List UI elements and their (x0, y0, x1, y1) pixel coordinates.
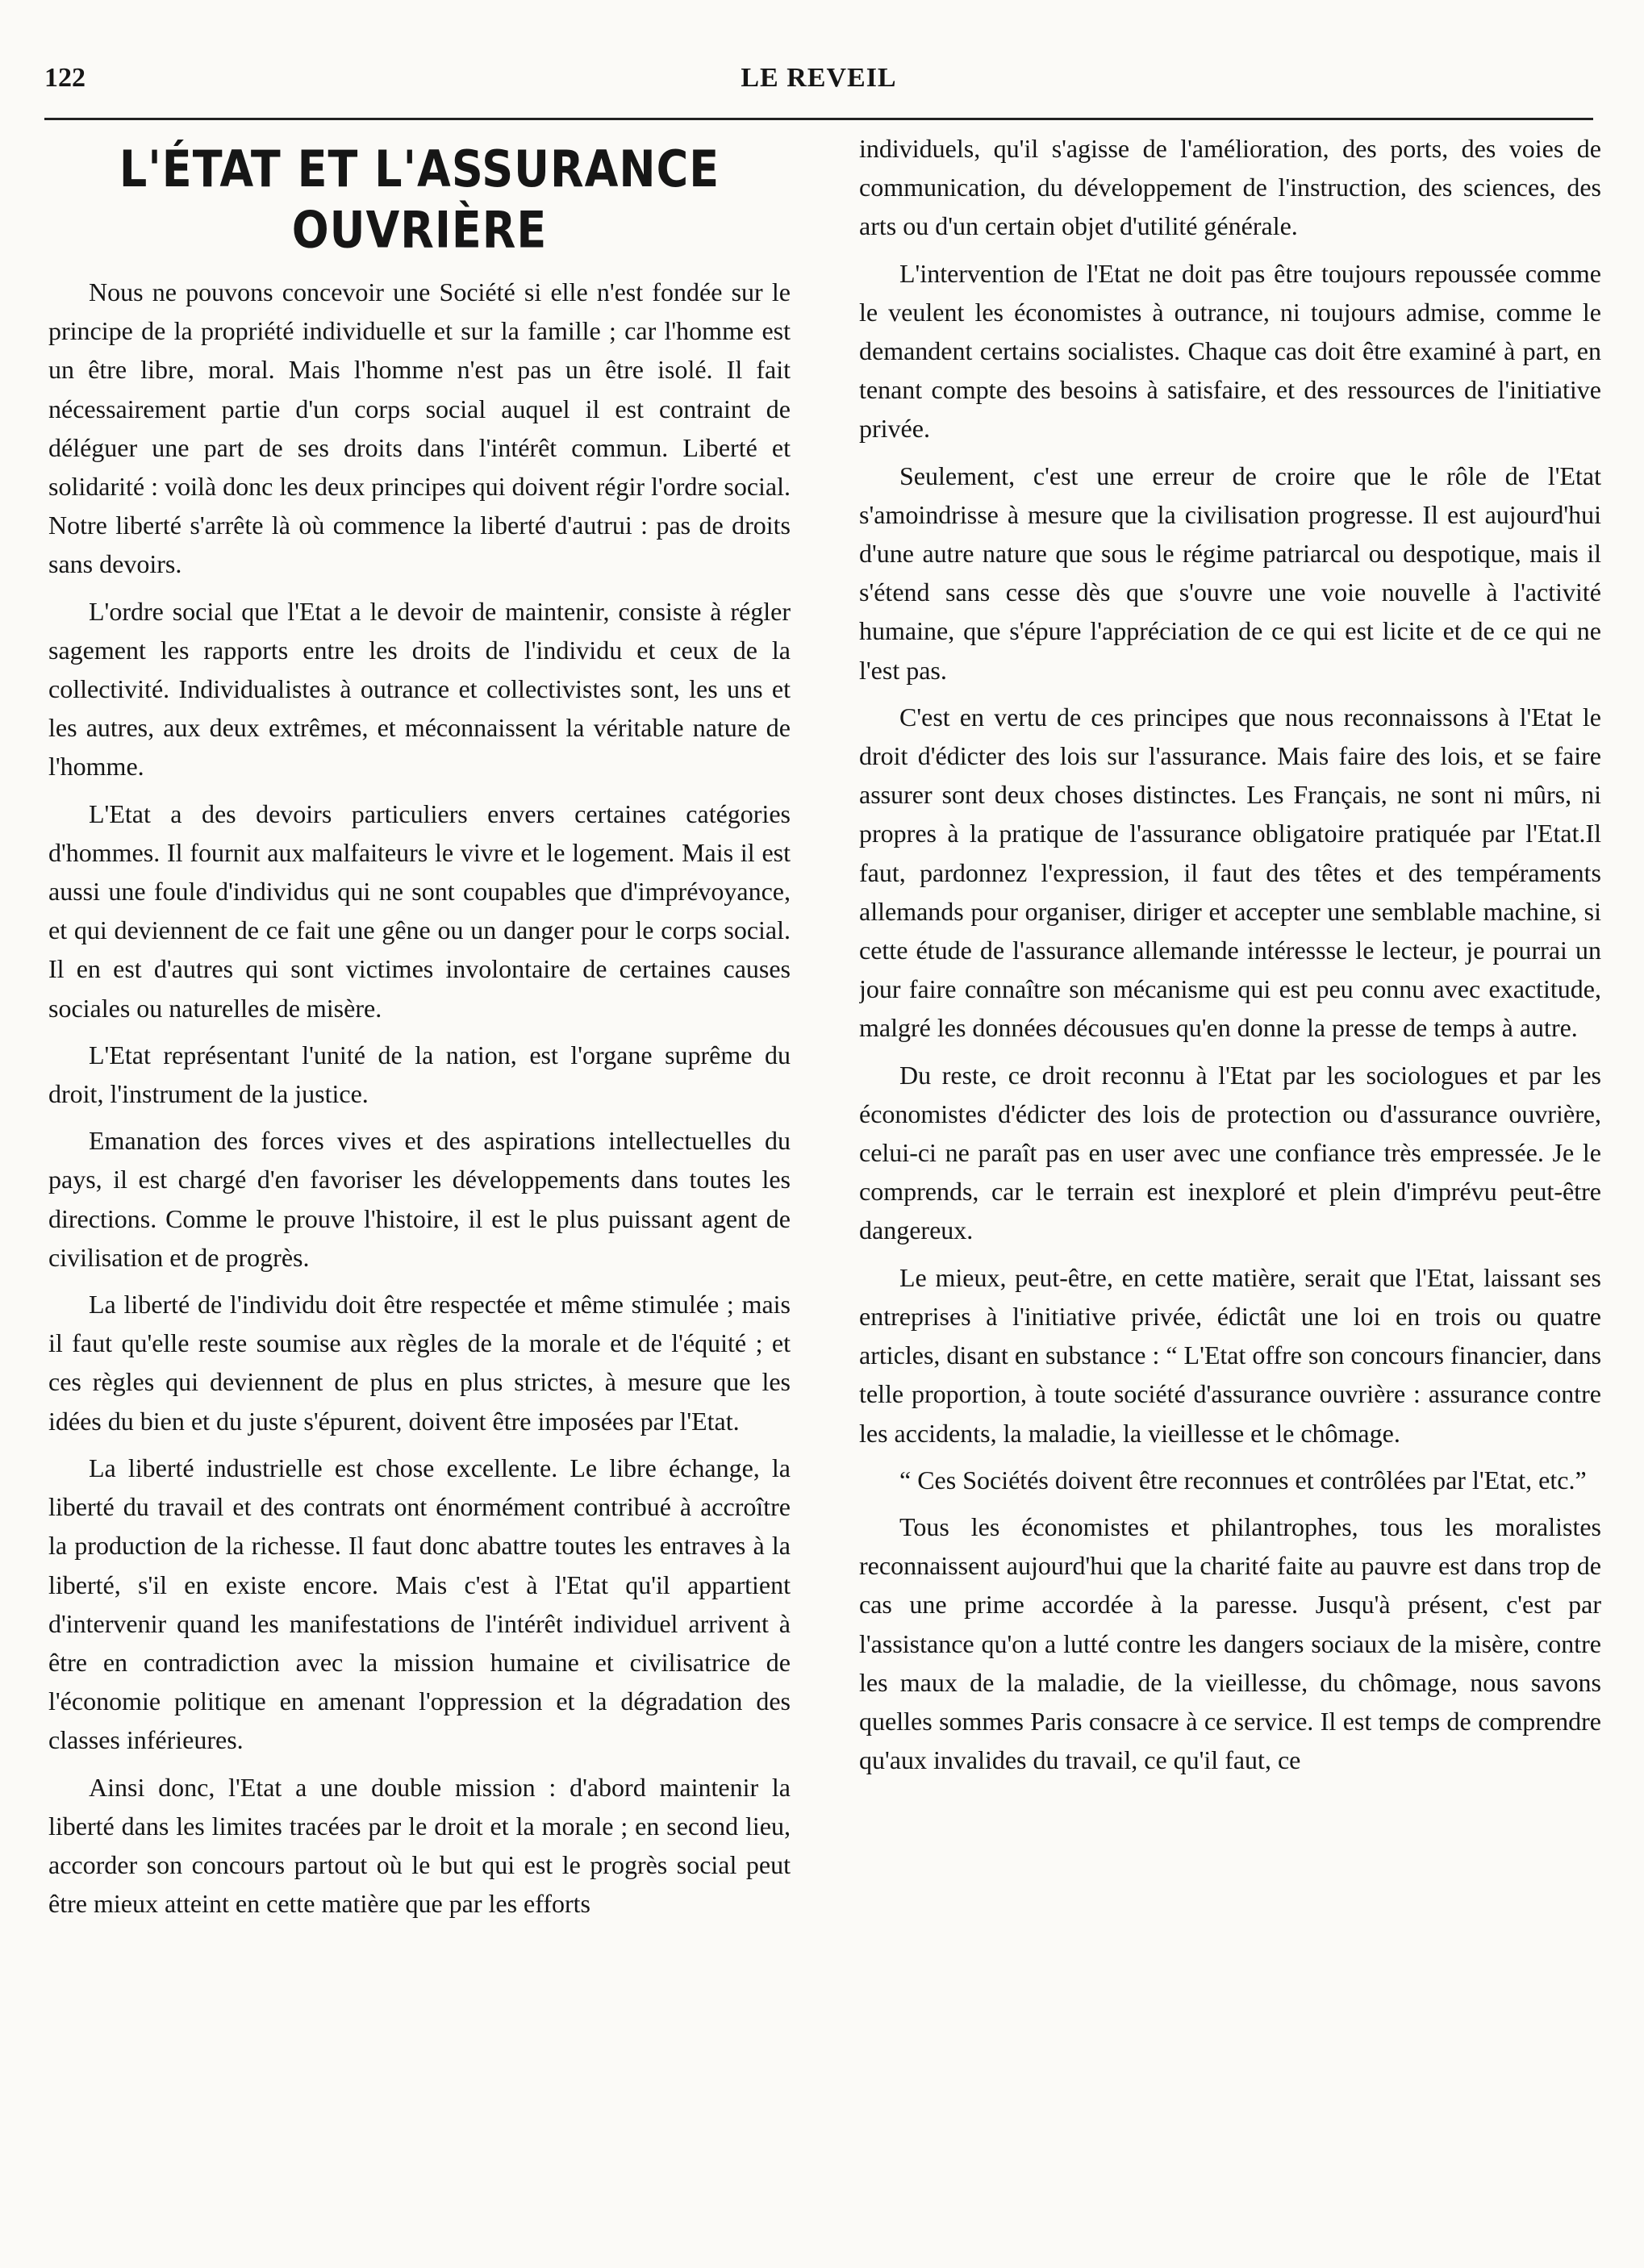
paragraph: Du reste, ce droit reconnu à l'Etat par les sociologues et par les économistes d'édicter des lois de protection ou d'assurance ouvrière, celui-ci ne paraît pas en user avec une confiance très empressée. Je le comprends, car le terrain est inexploré et plein d'imprévu peut-être dangereux. (859, 1060, 1601, 1245)
paragraph: Ainsi donc, l'Etat a une double mission : d'abord maintenir la liberté dans les limites tracées par le droit et la morale ; en second lieu, accorder son concours partout où le but qui est le progrès social peut être mieux atteint en cette matière que par les efforts (48, 1772, 791, 1919)
paragraph: La liberté de l'individu doit être respectée et même stimulée ; mais il faut qu'elle reste soumise aux règles de la morale et de l'équité ; et ces règles qui deviennent de plus en plus strictes, à mesure que les idées du bien et du juste s'épurent, doivent être imposées par l'Etat. (48, 1290, 791, 1436)
paragraph: Emanation des forces vives et des aspirations intellectuelles du pays, il est chargé d'en favoriser les développements dans toutes les directions. Comme le prouve l'histoire, il est le plus puissant agent de civilisation et de progrès. (48, 1126, 791, 1272)
paragraph: Seulement, c'est une erreur de croire que le rôle de l'Etat s'amoindrisse à mesure que la civilisation progresse. Il est aujourd'hui d'une autre nature que sous le régime patriarcal ou despotique, mais il s'étend sans cesse dès que s'ouvre une voie nouvelle à l'activité humaine, que s'épure l'appréciation de ce qui est licite et de ce qui ne l'est pas. (859, 461, 1601, 685)
paragraph-continuation: individuels, qu'il s'agisse de l'amélioration, des ports, des voies de communication, du développement de l'instruction, des sciences, des arts ou d'un certain objet d'utilité générale. (859, 134, 1601, 241)
paragraph: La liberté industrielle est chose excellente. Le libre échange, la liberté du travail et des contrats ont énormément contribué à accroître la production de la richesse. Il faut donc abattre toutes les entraves à la liberté, s'il en existe encore. Mais c'est à l'Etat qu'il appartient d'intervenir quand les manifestations de l'intérêt individuel arrivent à être en contradiction avec la mission humaine et civilisatrice de l'économie politique en amenant l'oppression et la dégradation des classes inférieures. (48, 1453, 791, 1755)
journal-title: LE REVEIL (741, 63, 897, 93)
header-rule (44, 118, 1593, 120)
paragraph: L'Etat a des devoirs particuliers envers certaines catégories d'hommes. Il fournit aux malfaiteurs le vivre et le logement. Mais il est aussi une foule d'individus qui ne sont coupables que d'imprévoyance, et qui deviennent de ce fait une gêne ou un danger pour le corps social. Il en est d'autres qui sont victimes involontaire de certaines causes sociales ou naturelles de misère. (48, 798, 791, 1023)
paragraph: Nous ne pouvons concevoir une Société si elle n'est fondée sur le principe de la propriété individuelle et sur la famille ; car l'homme est un être libre, moral. Mais l'homme n'est pas un être isolé. Il fait nécessairement partie d'un corps social auquel il est contraint de déléguer une part de ses droits dans l'intérêt commun. Liberté et solidarité : voilà donc les deux principes qui doivent régir l'ordre social. Notre liberté s'arrête là où commence la liberté d'autrui : pas de droits sans devoirs. (48, 277, 791, 579)
paragraph: C'est en vertu de ces principes que nous reconnaissons à l'Etat le droit d'édicter des lois sur l'assurance. Mais faire des lois, et se faire assurer sont deux choses distinctes. Les Français, ne sont ni mûrs, ni propres à la pratique de l'assurance obligatoire pratiquée par l'Etat.Il faut, pardonnez l'expression, il faut des têtes et des tempéraments allemands pour organiser, diriger et accepter une semblable machine, si cette étude de l'assurance allemande intéressse le lecteur, je pourrai un jour faire connaître son mécanisme qui est peu connu avec exactitude, malgré les données décousues qu'en donne la presse de temps à autre. (859, 702, 1601, 1043)
page-number: 122 (44, 63, 86, 93)
paragraph: “ Ces Sociétés doivent être reconnues et contrôlées par l'Etat, etc.” (899, 1465, 1587, 1495)
left-column (48, 129, 791, 2242)
paragraph: Le mieux, peut-être, en cette matière, serait que l'Etat, laissant ses entreprises à l'initiative privée, édictât une loi en trois ou quatre articles, disant en substance : “ L'Etat offre son concours financier, dans telle proportion, à toute société d'assurance ouvrière : assurance contre les accidents, la maladie, la vieillesse et le chômage. (859, 1262, 1601, 1448)
article-title: L'ÉTAT ET L'ASSURANCE OUVRIÈRE (119, 140, 720, 260)
right-column (859, 129, 1601, 2242)
paragraph: Tous les économistes et philantrophes, tous les moralistes reconnaissent aujourd'hui que la charité faite au pauvre est dans trop de cas une prime accordée à la paresse. Jusqu'à présent, c'est par l'assistance qu'on a lutté contre les dangers sociaux de la misère, contre les maux de la maladie, de la vieillesse, du chômage, nous savons quelles sommes Paris consacre à ce service. Il est temps de comprendre qu'aux invalides du travail, ce qu'il faut, ce (859, 1511, 1601, 1775)
paragraph: L'ordre social que l'Etat a le devoir de maintenir, consiste à régler sagement les rapports entre les droits de l'individu et ceux de la collectivité. Individualistes à outrance et collectivistes sont, les uns et les autres, aux deux extrêmes, et méconnaissent la véritable nature de l'homme. (48, 596, 791, 782)
running-head (44, 63, 1593, 108)
paragraph: L'Etat représentant l'unité de la nation, est l'organe suprême du droit, l'instrument de la justice. (48, 1040, 791, 1109)
paragraph: L'intervention de l'Etat ne doit pas être toujours repoussée comme le veulent les économistes à outrance, ni toujours admise, comme le demandent certains socialistes. Chaque cas doit être examiné à part, en tenant compte des besoins à satisfaire, et des ressources de l'initiative privée. (859, 258, 1601, 444)
